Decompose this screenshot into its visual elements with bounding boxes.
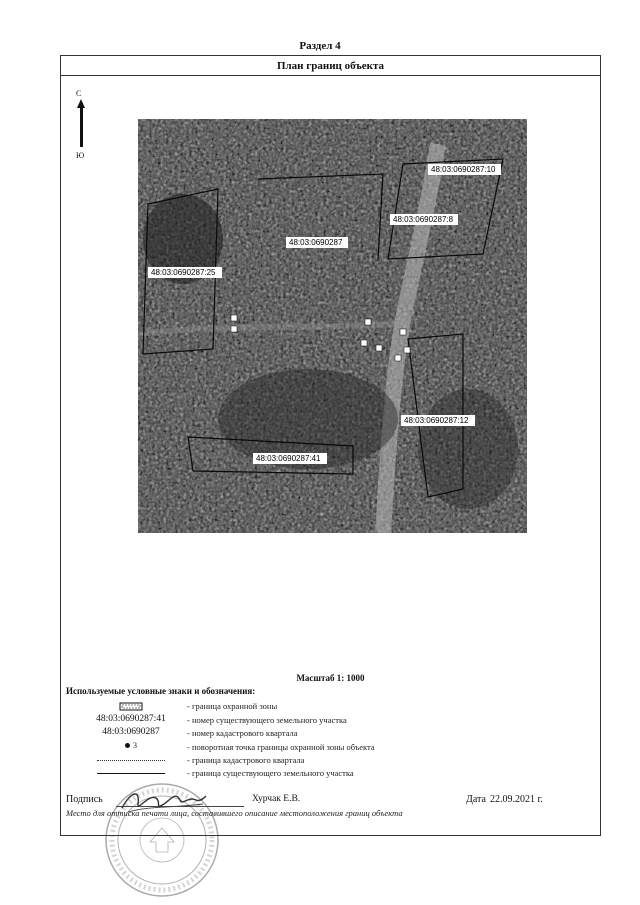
legend-description: - граница существующего земельного участка bbox=[187, 768, 354, 778]
legend-description: - номер существующего земельного участка bbox=[187, 715, 347, 725]
quarter-border-line-icon bbox=[97, 760, 165, 761]
legend-symbol bbox=[81, 700, 181, 714]
aerial-map bbox=[138, 119, 527, 533]
legend-description: - граница охранной зоны bbox=[187, 701, 278, 711]
legend-symbol bbox=[81, 767, 181, 781]
legend-item bbox=[61, 767, 581, 781]
compass-north-label: С bbox=[76, 89, 82, 98]
map-label-group-2 bbox=[390, 214, 458, 225]
map-scale: Масштаб 1: 1000 bbox=[296, 673, 365, 683]
legend-title: Используемые условные знаки и обозначения: bbox=[66, 686, 256, 696]
arrow-shaft bbox=[80, 103, 83, 147]
legend-symbol: 48:03:0690287:41 bbox=[96, 714, 166, 724]
north-arrow bbox=[72, 89, 92, 164]
legend-item bbox=[61, 700, 581, 714]
date-field bbox=[466, 794, 543, 805]
stamp-place-note: Место для оттиска печати лица, составившего описание местоположения границ объекта bbox=[66, 808, 403, 818]
section-title: Раздел 4 bbox=[299, 40, 341, 52]
turning-point-number: 3 bbox=[133, 741, 137, 750]
map-parcel-label: 48:03:0690287:41 bbox=[256, 454, 321, 463]
legend-description: - поворотная точка границы охранной зоны объекта bbox=[187, 742, 375, 752]
map-label-group-4 bbox=[148, 267, 222, 278]
map-label-group-1 bbox=[428, 164, 501, 175]
survey-point-icon bbox=[400, 329, 406, 335]
map-parcel-label: 48:03:0690287:8 bbox=[393, 215, 454, 224]
survey-point-icon bbox=[404, 347, 410, 353]
map-quarter-label: 48:03:0690287 bbox=[289, 238, 343, 247]
map-parcel-label: 48:03:0690287:10 bbox=[431, 165, 496, 174]
legend-item bbox=[61, 727, 581, 741]
map-label-group-3 bbox=[286, 237, 348, 248]
survey-point-icon bbox=[231, 315, 237, 321]
parcel-border-line-icon bbox=[97, 773, 165, 774]
map-parcel-label: 48:03:0690287:25 bbox=[151, 268, 216, 277]
legend-item bbox=[61, 741, 581, 755]
signature-label: Подпись bbox=[66, 794, 103, 805]
legend-description: - граница кадастрового квартала bbox=[187, 755, 305, 765]
map-parcel-label: 48:03:0690287:12 bbox=[404, 416, 469, 425]
legend-symbol bbox=[81, 741, 181, 755]
zone-border-icon bbox=[119, 702, 143, 712]
survey-point-icon bbox=[365, 319, 371, 325]
survey-point-icon bbox=[395, 355, 401, 361]
legend-symbol: 48:03:0690287 bbox=[102, 727, 160, 737]
plan-title: План границ объекта bbox=[61, 56, 600, 76]
survey-point-icon bbox=[231, 326, 237, 332]
survey-point-icon bbox=[376, 345, 382, 351]
legend-symbol bbox=[81, 754, 181, 768]
date-label: Дата bbox=[466, 794, 486, 805]
signer-name: Хурчак Е.В. bbox=[252, 794, 301, 804]
legend-item bbox=[61, 714, 581, 728]
legend-item bbox=[61, 754, 581, 768]
turning-point-icon bbox=[125, 743, 130, 748]
survey-point-icon bbox=[361, 340, 367, 346]
legend-description: - номер кадастрового квартала bbox=[187, 728, 298, 738]
map-label-group-6 bbox=[253, 453, 327, 464]
date-value: 22.09.2021 г. bbox=[489, 794, 543, 805]
handwritten-signature-icon bbox=[118, 786, 208, 816]
compass-south-label: Ю bbox=[76, 151, 85, 160]
document-frame bbox=[60, 55, 601, 836]
map-label-group-5 bbox=[401, 415, 475, 426]
